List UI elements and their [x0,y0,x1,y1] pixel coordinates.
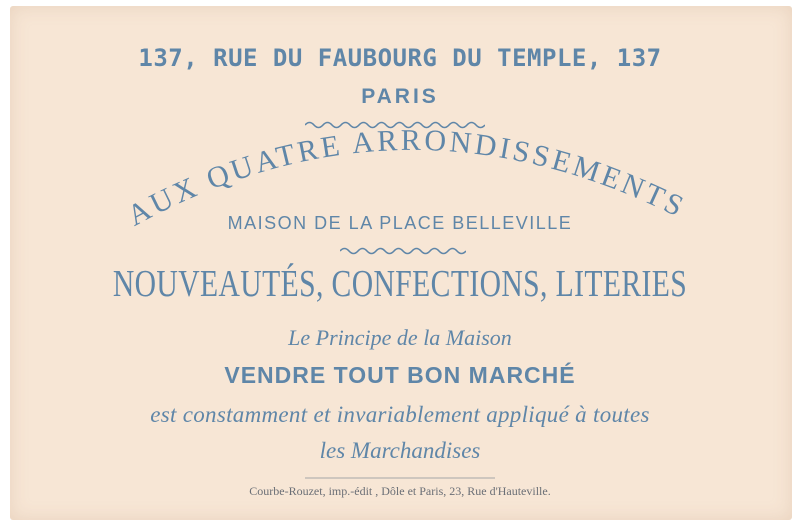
address-line: 137, RUE DU FAUBOURG DU TEMPLE, 137 [138,44,662,72]
wavy-divider-middle [340,246,466,256]
printer-rule [305,476,495,480]
goods-line: NOUVEAUTÉS, CONFECTIONS, LITERIES [112,263,688,305]
printer-credit: Courbe-Rouzet, imp.-édit , Dôle et Paris, 23, Rue d'Hauteville. [249,484,551,498]
principle-intro: Le Principe de la Maison [288,325,512,350]
shop-name-text: AUX QUATRE ARRONDISSEMENTS [122,123,692,233]
principle-line-2: les Marchandises [319,438,481,463]
slogan-line: VENDRE TOUT BON MARCHÉ [224,362,576,388]
principle-line-1: est constamment et invariablement appliqué à toutes [150,402,650,427]
city-line: PARIS [361,85,439,108]
subtitle-line: MAISON DE LA PLACE BELLEVILLE [227,213,573,233]
